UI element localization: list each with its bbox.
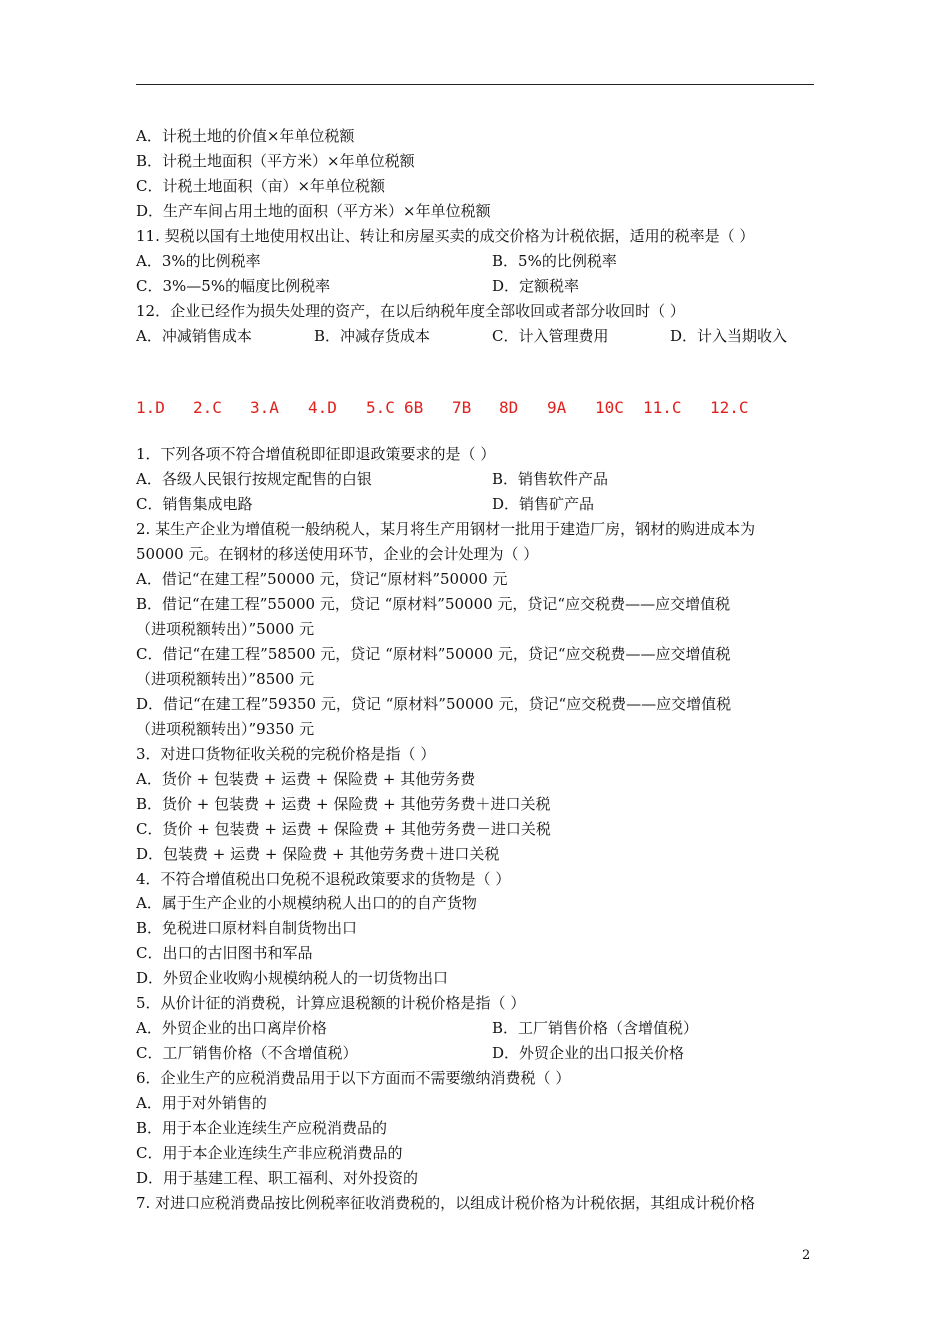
answer-item: 10C [595,398,624,417]
question-stem: 6．企业生产的应税消费品用于以下方面而不需要缴纳消费税（ ） [136,1069,571,1087]
option: C．3%—5%的幅度比例税率 [136,277,331,295]
header-rule [136,84,814,85]
answer-item: 11.C [643,398,682,417]
option: C．借记“在建工程”58500 元，贷记 “原材料”50000 元，贷记“应交税费——应交增值税 [136,645,731,663]
option: D．外贸企业收购小规模纳税人的一切货物出口 [136,969,449,987]
question-stem: 12．企业已经作为损失处理的资产，在以后纳税年度全部收回或者部分收回时（ ） [136,302,685,320]
answer-item: 2.C [193,398,222,417]
option: D．包装费 + 运费 + 保险费 + 其他劳务费＋进口关税 [136,845,500,863]
option: B．销售软件产品 [492,470,609,488]
answer-item: 8D [499,398,519,417]
option: C．用于本企业连续生产非应税消费品的 [136,1144,403,1162]
option: D．计入当期收入 [670,327,788,345]
option: B．借记“在建工程”55000 元，贷记 “原材料”50000 元，贷记“应交税费——应交增值税 [136,595,731,613]
option: A．冲减销售成本 [136,327,252,345]
option: A．外贸企业的出口离岸价格 [136,1019,327,1037]
option: （进项税额转出）”5000 元 [136,620,315,638]
option: C．销售集成电路 [136,495,253,513]
option: B．工厂销售价格（含增值税） [492,1019,699,1037]
option: C．计入管理费用 [492,327,609,345]
text-line: D．生产车间占用土地的面积（平方米）×年单位税额 [136,202,491,220]
text-line: A．计税土地的价值×年单位税额 [136,127,355,145]
option: D．定额税率 [492,277,580,295]
option: B．货价 + 包装费 + 运费 + 保险费 + 其他劳务费＋进口关税 [136,795,551,813]
text-line: B．计税土地面积（平方米）×年单位税额 [136,152,415,170]
answer-item: 12.C [710,398,749,417]
option: D．借记“在建工程”59350 元，贷记 “原材料”50000 元，贷记“应交税费——应交增值税 [136,695,732,713]
option: （进项税额转出）”8500 元 [136,670,315,688]
question-stem: 3．对进口货物征收关税的完税价格是指（ ） [136,745,436,763]
option: D．用于基建工程、职工福利、对外投资的 [136,1169,419,1187]
question-stem: 7. 对进口应税消费品按比例税率征收消费税的，以组成计税价格为计税依据，其组成计税价格 [136,1194,756,1212]
option: A．货价 + 包装费 + 运费 + 保险费 + 其他劳务费 [136,770,476,788]
answer-item: 9A [547,398,567,417]
question-stem: 4．不符合增值税出口免税不退税政策要求的货物是（ ） [136,870,511,888]
question-stem: 1．下列各项不符合增值税即征即退政策要求的是（ ） [136,445,496,463]
option: A．属于生产企业的小规模纳税人出口的的自产货物 [136,894,477,912]
option: A．用于对外销售的 [136,1094,267,1112]
question-stem: 2. 某生产企业为增值税一般纳税人，某月将生产用钢材一批用于建造厂房，钢材的购进成本为 [136,520,756,538]
question-stem: 50000 元。在钢材的移送使用环节，企业的会计处理为（ ） [136,545,539,563]
option: B．免税进口原材料自制货物出口 [136,919,358,937]
answer-item: 3.A [250,398,279,417]
page-number: 2 [802,1248,811,1263]
answer-item: 6B [404,398,424,417]
answer-item: 1.D [136,398,165,417]
option: A．借记“在建工程”50000 元，贷记“原材料”50000 元 [136,570,508,588]
option: D．外贸企业的出口报关价格 [492,1044,685,1062]
text-line: C．计税土地面积（亩）×年单位税额 [136,177,386,195]
option: C．出口的古旧图书和军品 [136,944,313,962]
option: A．3%的比例税率 [136,252,261,270]
question-stem: 5．从价计征的消费税，计算应退税额的计税价格是指（ ） [136,994,526,1012]
option: （进项税额转出）”9350 元 [136,720,315,738]
option: B．用于本企业连续生产应税消费品的 [136,1119,388,1137]
answer-item: 4.D [308,398,337,417]
option: A．各级人民银行按规定配售的白银 [136,470,372,488]
option: B．冲减存货成本 [314,327,431,345]
option: C．工厂销售价格（不含增值税） [136,1044,358,1062]
answer-item: 7B [452,398,472,417]
option: C．货价 + 包装费 + 运费 + 保险费 + 其他劳务费－进口关税 [136,820,551,838]
question-stem: 11. 契税以国有土地使用权出让、转让和房屋买卖的成交价格为计税依据，适用的税率是（ ） [136,227,755,245]
option: D．销售矿产品 [492,495,595,513]
answer-item: 5.C [366,398,395,417]
option: B．5%的比例税率 [492,252,617,270]
